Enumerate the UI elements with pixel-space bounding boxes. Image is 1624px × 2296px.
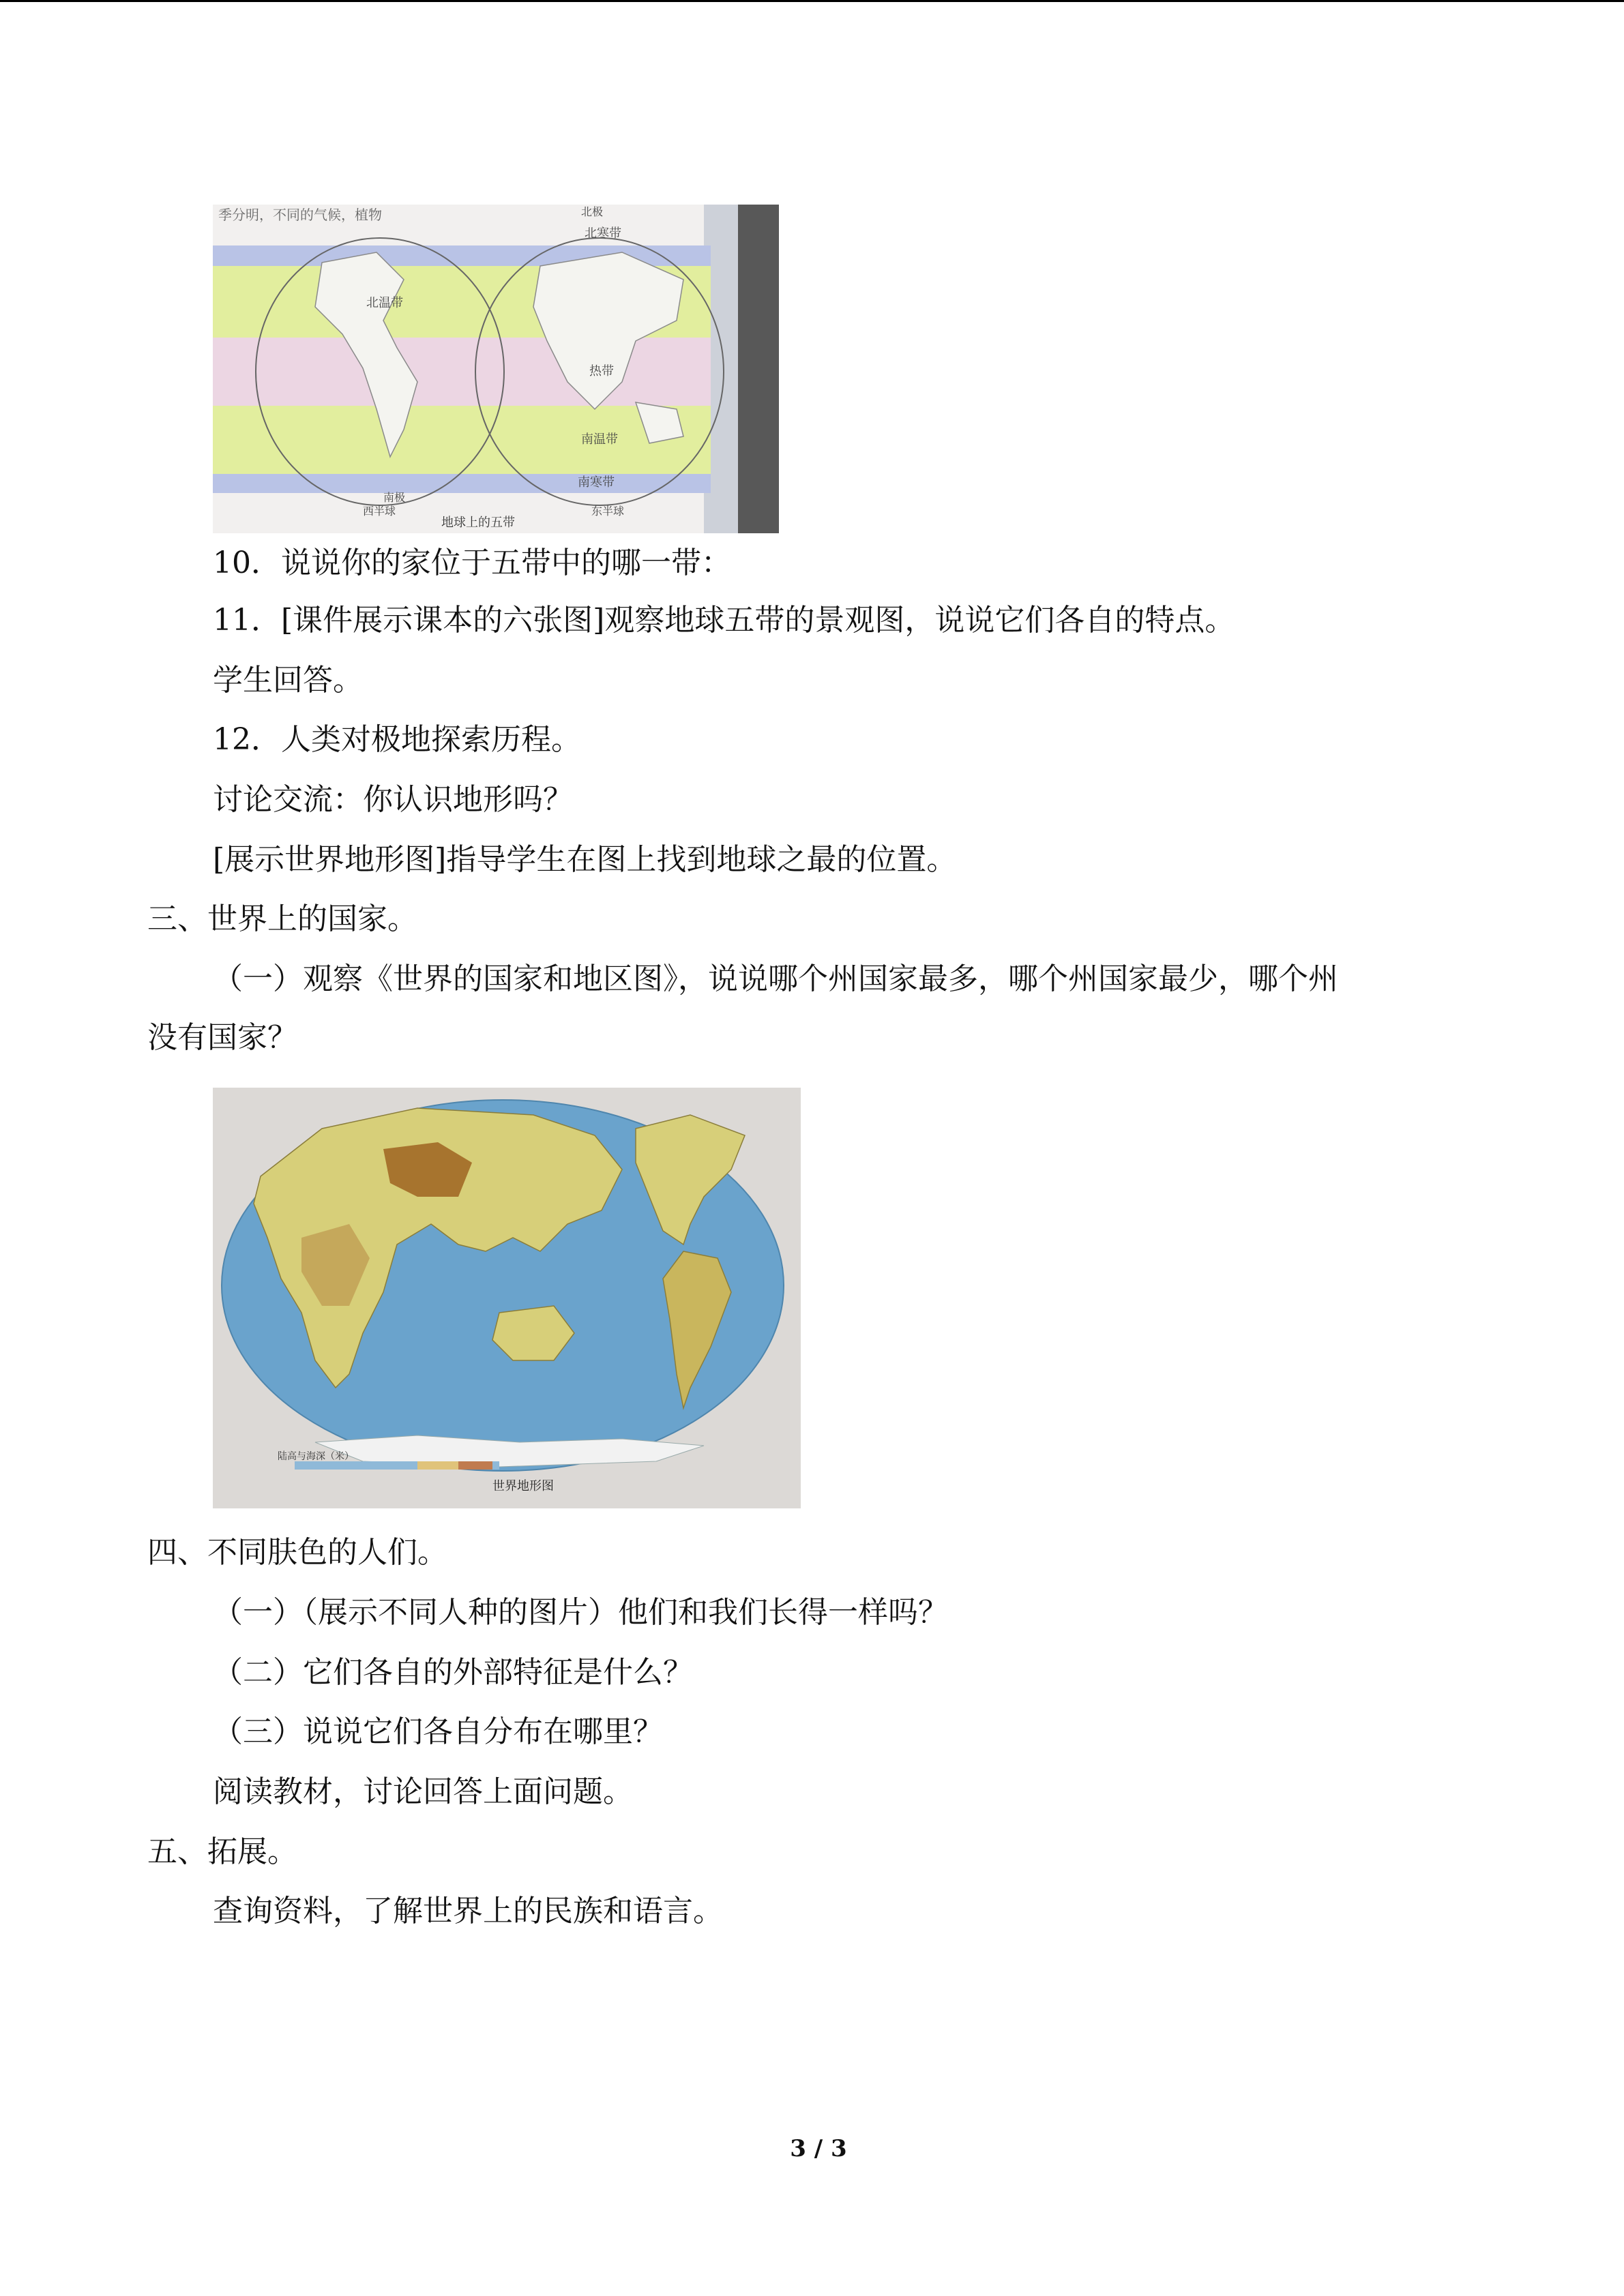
top-border — [0, 0, 1624, 2]
paragraph-show-map: [展示世界地形图]指导学生在图上找到地球之最的位置。 — [213, 842, 957, 877]
page-number: 3 / 3 — [790, 2135, 847, 2162]
paragraph-observe-countries: （一）观察《世界的国家和地区图》，说说哪个州国家最多，哪个州国家最少，哪个州 — [213, 961, 1338, 996]
world-map-figure — [213, 1088, 801, 1508]
paragraph-student-answer: 学生回答。 — [213, 663, 363, 698]
zone-label-south-temperate: 南温带 — [581, 432, 618, 447]
heading-section-3: 三、世界上的国家。 — [147, 901, 417, 936]
paragraph-research: 查询资料，了解世界上的民族和语言。 — [213, 1894, 723, 1928]
question-2: （二）它们各自的外部特征是什么？ — [213, 1655, 693, 1690]
paragraph-12: 12．人类对极地探索历程。 — [213, 722, 581, 757]
question-1: （一）（展示不同人种的图片）他们和我们长得一样吗？ — [213, 1595, 948, 1630]
world-figure-title: 世界地形图 — [492, 1479, 554, 1493]
zone-label-south-frigid: 南寒带 — [578, 475, 615, 490]
label-south-pole: 南极 — [383, 491, 406, 504]
heading-section-5: 五、拓展。 — [147, 1834, 297, 1869]
paragraph-10: 10．说说你的家位于五带中的哪一带： — [213, 546, 731, 580]
five-zones-figure — [213, 205, 779, 533]
label-west-hemisphere: 西半球 — [363, 505, 396, 518]
paragraph-discussion: 讨论交流：你认识地形吗？ — [213, 782, 573, 817]
zones-top-text: 季分明，不同的气候，植物 — [218, 207, 382, 223]
zone-label-north-frigid: 北寒带 — [585, 226, 621, 241]
heading-section-4: 四、不同肤色的人们。 — [147, 1535, 447, 1570]
zones-figure-title: 地球上的五带 — [441, 516, 515, 530]
zone-label-north-temperate: 北温带 — [366, 296, 403, 310]
label-east-hemisphere: 东半球 — [591, 505, 625, 518]
paragraph-observe-countries-cont: 没有国家？ — [147, 1020, 297, 1055]
zone-label-tropic: 热带 — [589, 364, 614, 378]
world-legend: 陆高与海深（米） — [278, 1451, 354, 1462]
label-north-pole: 北极 — [581, 205, 604, 218]
paragraph-11: 11．[课件展示课本的六张图]观察地球五带的景观图，说说它们各自的特点。 — [213, 603, 1235, 638]
paragraph-read-textbook: 阅读教材，讨论回答上面问题。 — [213, 1774, 633, 1809]
question-3: （三）说说它们各自分布在哪里？ — [213, 1714, 663, 1749]
